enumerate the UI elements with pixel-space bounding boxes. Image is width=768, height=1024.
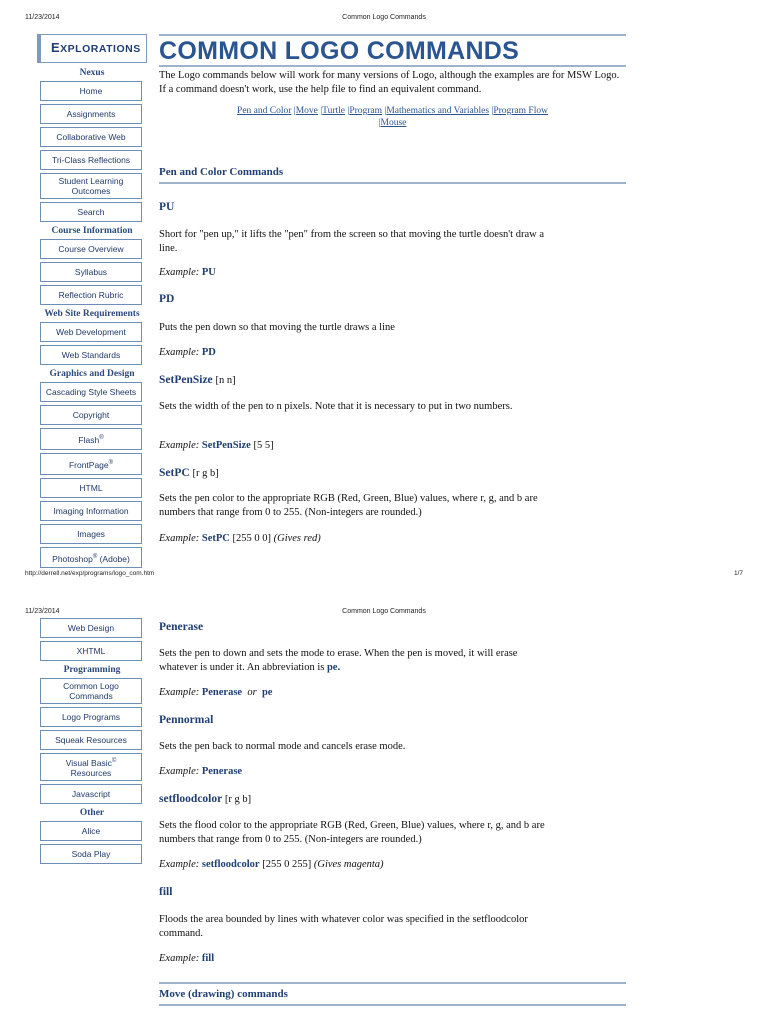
nav-web-development[interactable]: Web Development [40,322,142,342]
nav-search[interactable]: Search [40,202,142,222]
nav-copyright[interactable]: Copyright [40,405,142,425]
link-turtle[interactable]: Turtle [322,106,346,116]
page-title: COMMON LOGO COMMANDS [159,34,626,67]
nav-assignments[interactable]: Assignments [40,104,142,124]
link-pen-color[interactable]: Pen and Color [237,106,292,116]
setpc-description: Sets the pen color to the appropriate RGB (Red, Green, Blue) values, where r, g, and b are numbers that range from 0 to 255. (Non-integers are rounded.) [159,493,538,518]
section-nexus: Nexus [79,68,105,78]
nav-css[interactable]: Cascading Style Sheets [40,382,142,402]
section-links: Pen and Color |Move |Turtle |Program |Mathematics and Variables |Program Flow |Mouse [237,106,548,128]
cmd-pu: PU [159,201,175,213]
cmd-setfloodcolor: setfloodcolor [r g b] [159,793,252,805]
link-math-variables[interactable]: Mathematics and Variables [386,106,490,116]
nav-course-overview[interactable]: Course Overview [40,239,142,259]
section-programming: Programming [63,665,121,675]
nav-html[interactable]: HTML [40,478,142,498]
sidebar [37,34,147,571]
link-program-flow[interactable]: Program Flow [493,106,548,116]
setpc-example: Example: SetPC [255 0 0] (Gives red) [159,533,321,544]
penerase-example: Example: Penerase or pe [159,687,273,698]
cmd-penerase: Penerase [159,621,204,633]
setpensize-description: Sets the width of the pen to n pixels. Note that it is necessary to put in two numbers. [159,401,513,412]
pu-example: Example: PU [159,267,216,278]
print-title: Common Logo Commands [342,14,426,21]
penerase-description: Sets the pen to down and sets the mode to erase. When the pen is moved, it will erase whatever is under it. An abbreviation is pe. [159,648,518,673]
nav-web-standards[interactable]: Web Standards [40,345,142,365]
print-page-number: 1/7 [733,570,743,577]
pennormal-description: Sets the pen back to normal mode and cancels erase mode. [159,741,406,752]
print-date: 11/23/2014 [25,14,60,21]
section-course-information: Course Information [51,226,133,236]
pu-description: Short for "pen up," it lifts the "pen" from the screen so that moving the turtle doesn't draw a line. [159,229,544,254]
nav-frontpage[interactable]: FrontPage® [40,453,142,475]
nav-soda-play[interactable]: Soda Play [40,844,142,864]
nav-images[interactable]: Images [40,524,142,544]
nav-collaborative-web[interactable]: Collaborative Web [40,127,142,147]
section-heading-pen-color: Pen and Color Commands [159,166,626,184]
cmd-setpensize: SetPenSize [n n] [159,374,236,386]
link-program[interactable]: Program [349,106,383,116]
nav-photoshop[interactable]: Photoshop® (Adobe) [40,547,142,569]
pd-description: Puts the pen down so that moving the turtle draws a line [159,322,395,333]
cmd-fill: fill [159,886,173,898]
pennormal-example: Example: Penerase [159,766,243,777]
nav-alice[interactable]: Alice [40,821,142,841]
nav-web-design[interactable]: Web Design [40,618,142,638]
section-heading-move: Move (drawing) commands [159,988,626,1006]
intro-paragraph: The Logo commands below will work for many versions of Logo, although the examples are for MSW Logo. If a command doesn't work, use the help file to find an equivalent command. [159,70,620,95]
divider [159,982,626,984]
nav-visual-basic-resources[interactable]: Visual Basic© Resources [40,753,142,781]
nav-flash[interactable]: Flash® [40,428,142,450]
explorations-logo[interactable]: EXPLORATIONS [37,34,147,63]
cmd-pennormal: Pennormal [159,714,214,726]
setfloodcolor-example: Example: setfloodcolor [255 0 255] (Gives magenta) [159,859,384,870]
sidebar-page2 [37,618,147,867]
section-graphics-design: Graphics and Design [49,369,135,379]
nav-javascript[interactable]: Javascript [40,784,142,804]
fill-description: Floods the area bounded by lines with whatever color was specified in the setfloodcolor command. [159,914,528,939]
nav-common-logo-commands[interactable]: Common Logo Commands [40,678,142,704]
nav-imaging-information[interactable]: Imaging Information [40,501,142,521]
link-move[interactable]: Move [295,106,318,116]
print-url: http://derrell.net/exp/programs/logo_com.htm [25,570,155,577]
nav-student-learning-outcomes[interactable]: Student Learning Outcomes [40,173,142,199]
pd-example: Example: PD [159,347,216,358]
setpensize-example: Example: SetPenSize [5 5] [159,440,274,451]
cmd-setpc: SetPC [r g b] [159,467,219,479]
nav-home[interactable]: Home [40,81,142,101]
nav-logo-programs[interactable]: Logo Programs [40,707,142,727]
link-mouse[interactable]: Mouse [380,118,407,128]
setfloodcolor-description: Sets the flood color to the appropriate RGB (Red, Green, Blue) values, where r, g, and b are numbers that range from 0 to 255. (Non-integers are rounded.) [159,820,545,845]
nav-squeak-resources[interactable]: Squeak Resources [40,730,142,750]
nav-tri-class-reflections[interactable]: Tri-Class Reflections [40,150,142,170]
main-content-page1 [159,34,626,544]
nav-syllabus[interactable]: Syllabus [40,262,142,282]
section-web-site-requirements: Web Site Requirements [44,309,140,319]
cmd-pd: PD [159,293,175,305]
nav-reflection-rubric[interactable]: Reflection Rubric [40,285,142,305]
nav-xhtml[interactable]: XHTML [40,641,142,661]
fill-example: Example: fill [159,953,215,964]
section-other: Other [79,807,105,818]
